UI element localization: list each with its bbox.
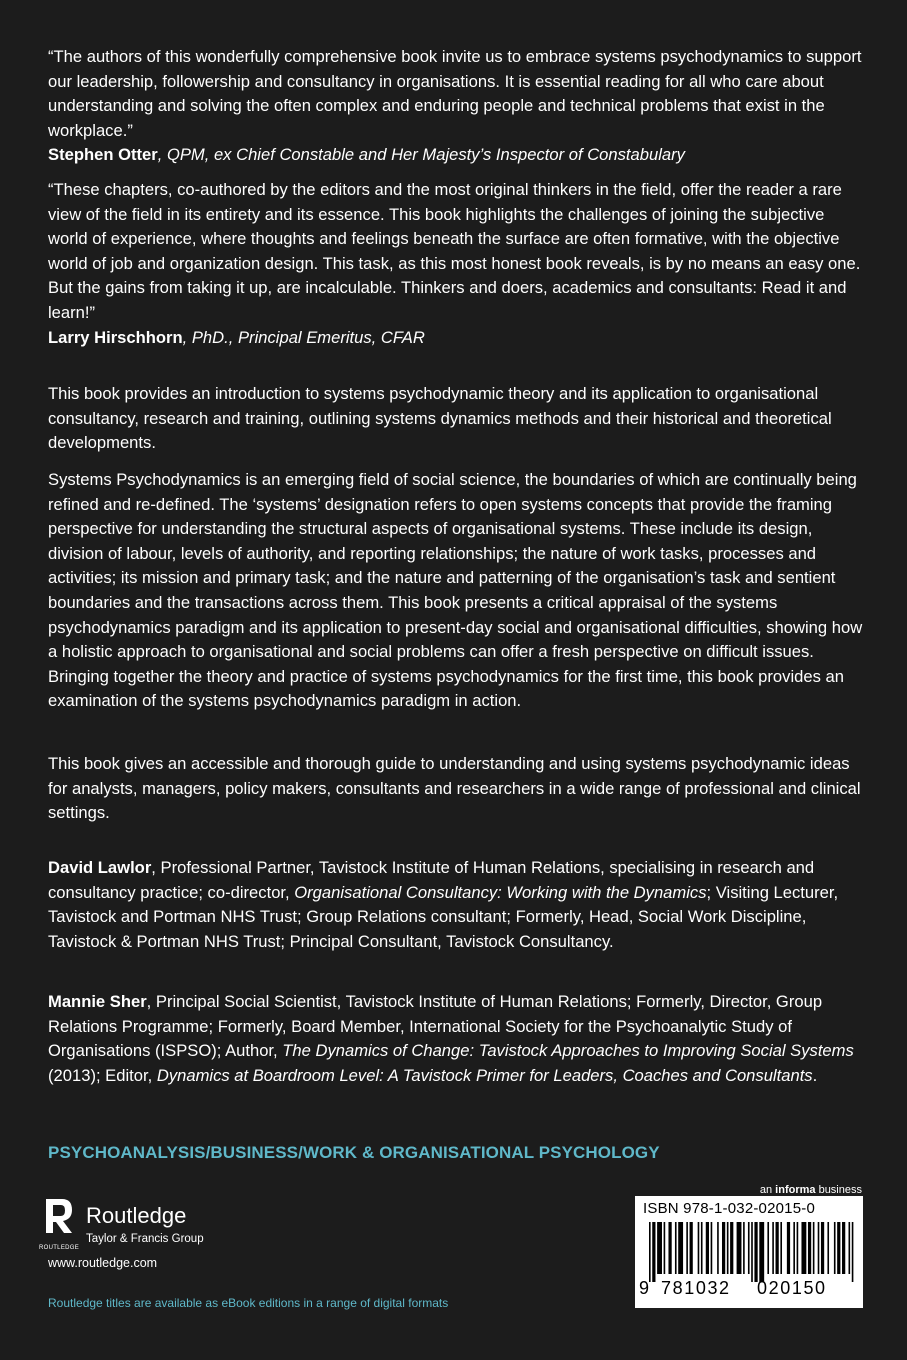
endorser-name: Stephen Otter xyxy=(48,145,158,165)
ebook-note: Routledge titles are available as eBook editions in a range of digital formats xyxy=(48,1296,449,1310)
isbn-label: ISBN 978-1-032-02015-0 xyxy=(643,1200,816,1217)
bio-segment: (2013); Editor, xyxy=(48,1065,157,1085)
informa-brand: informa xyxy=(775,1184,816,1196)
barcode-bar xyxy=(711,1222,713,1274)
barcode-bar xyxy=(727,1222,729,1274)
barcode-right-digits: 020150 xyxy=(757,1278,827,1298)
endorsement-otter xyxy=(48,45,868,168)
barcode-bar xyxy=(706,1222,709,1274)
barcode-bar xyxy=(759,1222,764,1282)
barcode-bar xyxy=(813,1222,815,1274)
endorser-name: Larry Hirschhorn xyxy=(48,327,183,347)
barcode-bar xyxy=(780,1222,782,1274)
barcode-bar xyxy=(730,1222,733,1274)
barcode-bar xyxy=(849,1222,851,1274)
barcode-bar xyxy=(675,1222,677,1274)
logo-wordmark: ROUTLEDGE xyxy=(38,1245,80,1251)
description-paragraph-3 xyxy=(48,752,868,826)
endorsement-hirschhorn xyxy=(48,178,868,350)
barcode-bar xyxy=(801,1222,806,1274)
barcode-bar xyxy=(767,1222,769,1274)
barcode-bar xyxy=(818,1222,820,1274)
barcode-bar xyxy=(776,1222,779,1274)
endorsement-text: “These chapters, co-authored by the editors and the most original thinkers in the field, offer the reader a rare view of the field in its entirety and its essence. This book highlights the challenges of joining the subjective world of experience, where thoughts and feelings beneath the surface are often formative, with the objective world of job and organization design. This task, as this most honest book reveals, is by no means an easy one. But the gains from taking it up, are incalculable. Thinkers and doers, academics and consultants: Read it and learn!” xyxy=(48,180,861,322)
author-name: Mannie Sher xyxy=(48,992,147,1011)
barcode-bar xyxy=(737,1222,742,1274)
barcode-bar xyxy=(852,1222,854,1282)
publisher-group: Taylor & Francis Group xyxy=(86,1233,204,1245)
description-text: This book gives an accessible and thorough guide to understanding and using systems psychodynamic ideas for analysts, managers, policy makers, consultants and researchers in a wide range of professional and clinical settings. xyxy=(48,754,861,823)
endorsement-attribution xyxy=(48,143,868,168)
bio-segment: , Professional Partner, Tavistock Institute of Human Relations, specialising in research and consultancy practice; co-director, xyxy=(48,858,815,902)
endorsement-attribution xyxy=(48,326,868,351)
barcode-bar xyxy=(717,1222,719,1274)
description-text: Systems Psychodynamics is an emerging field of social science, the boundaries of which are continually being refined and re-defined. The ‘systems’ designation refers to open systems concepts that provide the framing perspective for understanding the structural aspects of organisational systems. These include its design, division of labour, levels of authority, and reporting relationships; the nature of work tasks, processes and activities; its mission and primary task; and the nature and patterning of the organisation’s task and sentient boundaries and the transactions across them. This book presents a critical appraisal of the systems psychodynamics paradigm and its application to present-day social and organisational difficulties, showing how a holistic approach to organisational and social problems can offer a fresh perspective on difficult issues. Bringing together the theory and practice of systems psychodynamics for the first time, this book provides an examination of the systems psychodynamics paradigm in action. xyxy=(48,470,863,711)
subject-category: PSYCHOANALYSIS/BUSINESS/WORK & ORGANISATIONAL PSYCHOLOGY xyxy=(48,1143,660,1162)
informa-tagline xyxy=(760,1184,862,1196)
barcode-bar xyxy=(834,1222,836,1274)
routledge-logo-icon xyxy=(38,1197,80,1253)
endorser-title: , QPM, ex Chief Constable and Her Majesty’s Inspector of Constabulary xyxy=(157,145,685,165)
barcode-bar xyxy=(797,1222,799,1274)
book-title: Organisational Consultancy: Working with the Dynamics xyxy=(294,882,707,902)
informa-prefix: an xyxy=(759,1184,776,1196)
barcode-bar xyxy=(787,1222,790,1274)
isbn-barcode xyxy=(635,1196,863,1308)
barcode-bar xyxy=(686,1222,688,1274)
author-bio-text xyxy=(48,990,868,1088)
book-title: Dynamics at Boardroom Level: A Tavistock Primer for Leaders, Coaches and Consultants xyxy=(156,1065,813,1085)
bio-segment: . xyxy=(812,1065,818,1085)
bio-segment: , Principal Social Scientist, Tavistock Institute of Human Relations; Formerly, Director, Group Relations Programme; Formerly, Board Member, International Society for the Psychoanalytic Study of Organisations (ISPSO); Author, xyxy=(48,992,823,1061)
barcode-bar xyxy=(837,1222,840,1274)
author-bio-sher xyxy=(48,990,868,1088)
barcode-first-digit: 9 xyxy=(639,1278,650,1298)
description-text: This book provides an introduction to systems psychodynamic theory and its application to organisational consultancy, research and training, outlining systems dynamics methods and their historical and theoretical developments. xyxy=(48,384,832,453)
barcode-bar xyxy=(793,1222,795,1274)
description-paragraph-1 xyxy=(48,382,868,456)
barcode-bar xyxy=(701,1222,703,1274)
author-name: David Lawlor xyxy=(48,858,152,877)
barcode-bar xyxy=(748,1222,750,1274)
barcode-bar xyxy=(668,1222,671,1274)
barcode-bar xyxy=(664,1222,666,1274)
barcode-bar xyxy=(827,1222,829,1274)
author-bio-text xyxy=(48,856,868,954)
barcode-bar xyxy=(772,1222,774,1274)
informa-suffix: business xyxy=(815,1184,862,1196)
barcode-bar xyxy=(690,1222,693,1274)
barcode-bar xyxy=(842,1222,845,1274)
endorser-title: , PhD., Principal Emeritus, CFAR xyxy=(182,327,425,347)
barcode-icon xyxy=(649,1222,855,1282)
book-title: The Dynamics of Change: Tavistock Approaches to Improving Social Systems xyxy=(282,1041,854,1061)
barcode-bar xyxy=(652,1222,655,1282)
barcode-bar xyxy=(754,1222,757,1282)
barcode-bar xyxy=(722,1222,725,1274)
bio-segment: ; Visiting Lecturer, Tavistock and Portman NHS Trust; Group Relations consultant; Formerly, Head, Social Work Discipline, Tavistock & Portman NHS Trust; Principal Consultant, Tavistock Consultancy. xyxy=(48,882,839,951)
publisher-name: Routledge xyxy=(86,1203,187,1228)
barcode-bar xyxy=(649,1222,651,1282)
publisher-url: www.routledge.com xyxy=(48,1256,158,1270)
barcode-bar xyxy=(678,1222,683,1274)
barcode-bar xyxy=(821,1222,824,1274)
endorsement-text: “The authors of this wonderfully comprehensive book invite us to embrace systems psychodynamics to support our leadership, followership and consultancy in organisations. It is essential reading for all who care about understanding and solving the often complex and enduring people and technical problems that exist in the workplace.” xyxy=(48,47,862,140)
barcode-left-digits: 781032 xyxy=(661,1278,731,1298)
barcode-bar xyxy=(743,1222,745,1274)
barcode-bar xyxy=(698,1222,700,1274)
barcode-bar xyxy=(657,1222,662,1274)
author-bio-lawlor xyxy=(48,856,868,954)
barcode-bar xyxy=(751,1222,753,1282)
description-paragraph-2 xyxy=(48,468,868,714)
barcode-bar xyxy=(808,1222,811,1274)
